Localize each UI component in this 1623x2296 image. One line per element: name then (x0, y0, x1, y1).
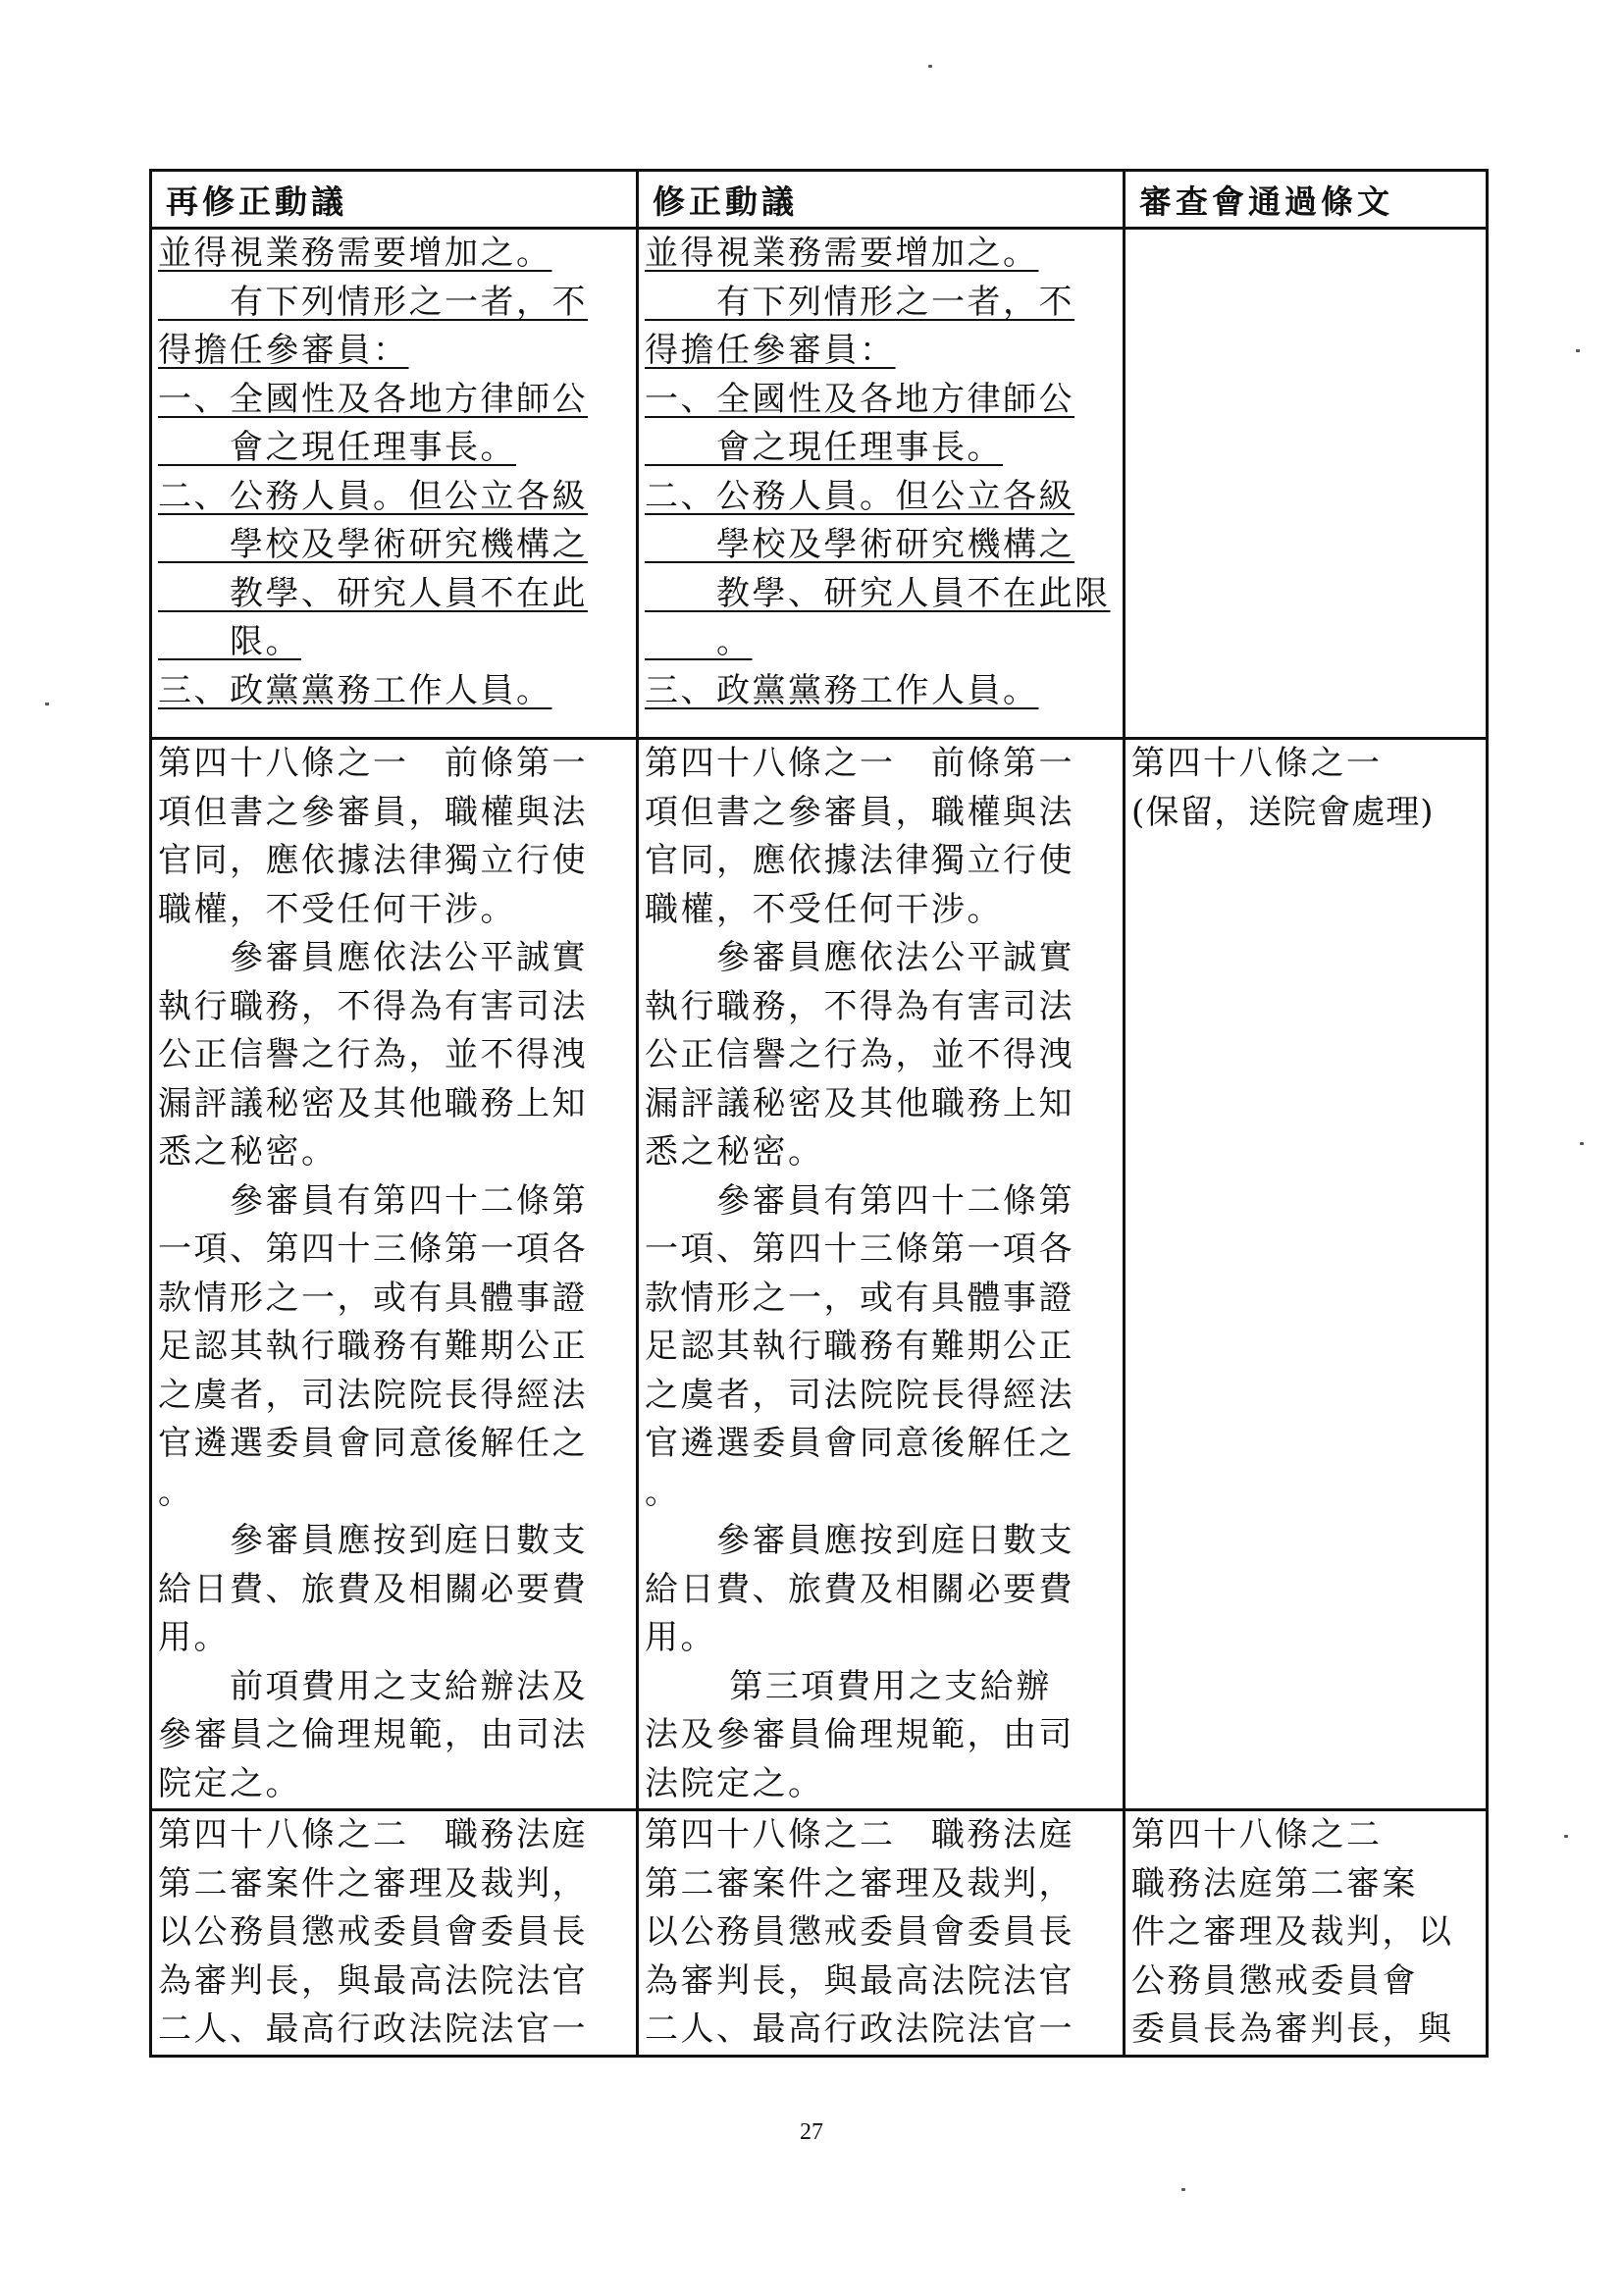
cell-line: 件之審理及裁判，以 (1131, 1912, 1454, 1952)
cell-line: 三、政黨黨務工作人員。 (158, 670, 552, 710)
cell-line: 執行職務，不得為有害司法 (645, 986, 1074, 1026)
cell-line: 參審員有第四十二條第 (158, 1180, 588, 1221)
cell-line: 參審員之倫理規範，由司法 (158, 1715, 588, 1754)
cell-line: 並得視業務需要增加之。 (158, 234, 552, 273)
cell-line: 得擔任參審員： (158, 331, 409, 370)
cell-line: 足認其執行職務有難期公正 (158, 1327, 588, 1366)
cell-line: 漏評議秘密及其他職務上知 (158, 1083, 588, 1123)
cell-line: 悉之秘密。 (158, 1132, 338, 1172)
cell-line: 委員長為審判長，與 (1131, 2009, 1454, 2049)
cell-line: 一項、第四十三條第一項各 (158, 1229, 588, 1269)
scan-speck (1576, 349, 1580, 352)
cell-line: 給日費、旅費及相關必要費 (645, 1569, 1074, 1609)
cell-line: 第二審案件之審理及裁判， (158, 1863, 588, 1904)
cell-line: 得擔任參審員： (645, 331, 896, 370)
cell-line: 官同，應依據法律獨立行使 (645, 841, 1074, 880)
cell-line: 二人、最高行政法院法官一 (158, 2009, 588, 2049)
table-row (151, 229, 1488, 739)
page-number: 27 (800, 2119, 823, 2145)
cell-line: 二、公務人員。但公立各級 (645, 476, 1074, 516)
cell-line: 會之現任理事長。 (158, 428, 516, 467)
table-row (151, 1810, 1488, 2057)
scan-speck (928, 65, 932, 68)
cell-line: 學校及學術研究機構之 (645, 525, 1074, 564)
cell-line: 。 (645, 622, 753, 661)
cell-line: 有下列情形之一者，不 (645, 282, 1074, 322)
cell-line: 給日費、旅費及相關必要費 (158, 1569, 588, 1609)
cell-line: 第四十八條之一 前條第一 (645, 744, 1074, 783)
cell-line: 款情形之一，或有具體事證 (645, 1278, 1074, 1318)
cell-line: 足認其執行職務有難期公正 (645, 1327, 1074, 1366)
cell-line: 會之現任理事長。 (645, 428, 1003, 467)
cell-re-amendment (151, 1810, 638, 2057)
cell-committee-text (1125, 739, 1488, 1810)
cell-line: 法及參審員倫理規範，由司 (645, 1715, 1074, 1754)
cell-line: 一項、第四十三條第一項各 (645, 1229, 1074, 1269)
cell-line: 有下列情形之一者，不 (158, 282, 588, 322)
cell-re-amendment (151, 229, 638, 739)
cell-line: 。 (645, 1472, 681, 1512)
cell-line: 。 (158, 1472, 194, 1512)
cell-line: 職權，不受任何干涉。 (645, 889, 1003, 929)
header-re-amendment: 再修正動議 (151, 171, 638, 229)
cell-line: 參審員有第四十二條第 (645, 1180, 1074, 1221)
cell-line: 第三項費用之支給辦 (645, 1666, 1052, 1706)
cell-amendment (638, 229, 1125, 739)
cell-line: 用。 (645, 1618, 716, 1657)
cell-line: 官遴選委員會同意後解任之 (645, 1424, 1074, 1463)
scan-speck (45, 703, 49, 705)
cell-line: 之虞者，司法院院長得經法 (645, 1375, 1074, 1415)
cell-line: 第四十八條之二 職務法庭 (645, 1815, 1074, 1854)
cell-line: 公正信譽之行為，並不得洩 (158, 1035, 588, 1074)
cell-line: 漏評議秘密及其他職務上知 (645, 1083, 1074, 1123)
cell-line: 款情形之一，或有具體事證 (158, 1278, 588, 1318)
cell-line: 執行職務，不得為有害司法 (158, 986, 588, 1026)
cell-line: 職務法庭第二審案 (1131, 1863, 1418, 1904)
header-amendment: 修正動議 (638, 171, 1125, 229)
cell-line: 項但書之參審員，職權與法 (645, 792, 1074, 832)
cell-amendment (638, 1810, 1125, 2057)
cell-committee-text (1125, 1810, 1488, 2057)
cell-line: 參審員應按到庭日數支 (645, 1521, 1074, 1560)
cell-line: 項但書之參審員，職權與法 (158, 792, 588, 832)
cell-line: 參審員應按到庭日數支 (158, 1521, 588, 1560)
cell-line: 學校及學術研究機構之 (158, 525, 588, 564)
cell-line: 第四十八條之一 (1131, 744, 1383, 783)
cell-line: 法院定之。 (645, 1763, 824, 1803)
scan-speck (1564, 1835, 1568, 1838)
table-header-row (151, 171, 1488, 229)
cell-line: 一、全國性及各地方律師公 (158, 379, 588, 419)
cell-line: (保留，送院會處理) (1131, 792, 1435, 832)
cell-line: 並得視業務需要增加之。 (645, 234, 1039, 273)
cell-committee-text (1125, 229, 1488, 739)
cell-line: 一、全國性及各地方律師公 (645, 379, 1074, 419)
cell-line: 教學、研究人員不在此限 (645, 573, 1111, 613)
cell-line: 公務員懲戒委員會 (1131, 1960, 1418, 2001)
scan-speck (1181, 2188, 1185, 2191)
cell-line: 參審員應依法公平誠實 (158, 938, 588, 977)
cell-line: 官遴選委員會同意後解任之 (158, 1424, 588, 1463)
cell-line: 為審判長，與最高法院法官 (645, 1960, 1074, 2001)
cell-line: 第四十八條之二 職務法庭 (158, 1815, 588, 1854)
table-row (151, 739, 1488, 1810)
cell-line: 官同，應依據法律獨立行使 (158, 841, 588, 880)
cell-line: 限。 (158, 622, 301, 661)
cell-line: 參審員應依法公平誠實 (645, 938, 1074, 977)
cell-line: 三、政黨黨務工作人員。 (645, 670, 1039, 710)
cell-amendment (638, 739, 1125, 1810)
cell-line: 以公務員懲戒委員會委員長 (645, 1912, 1074, 1952)
cell-line: 教學、研究人員不在此 (158, 573, 588, 613)
header-committee-text: 審查會通過條文 (1125, 171, 1488, 229)
cell-re-amendment (151, 739, 638, 1810)
cell-line: 職權，不受任何干涉。 (158, 889, 516, 929)
cell-line: 第二審案件之審理及裁判， (645, 1863, 1074, 1904)
cell-line: 用。 (158, 1618, 230, 1657)
cell-line: 之虞者，司法院院長得經法 (158, 1375, 588, 1415)
cell-line: 院定之。 (158, 1763, 301, 1803)
cell-line: 公正信譽之行為，並不得洩 (645, 1035, 1074, 1074)
comparison-table (149, 169, 1489, 2058)
cell-line: 第四十八條之二 (1131, 1815, 1383, 1854)
cell-line: 二人、最高行政法院法官一 (645, 2009, 1074, 2049)
scan-speck (1580, 1142, 1584, 1145)
cell-line: 第四十八條之一 前條第一 (158, 744, 588, 783)
cell-line: 悉之秘密。 (645, 1132, 824, 1172)
cell-line: 二、公務人員。但公立各級 (158, 476, 588, 516)
cell-line: 為審判長，與最高法院法官 (158, 1960, 588, 2001)
cell-line: 前項費用之支給辦法及 (158, 1666, 588, 1706)
cell-line: 以公務員懲戒委員會委員長 (158, 1912, 588, 1952)
